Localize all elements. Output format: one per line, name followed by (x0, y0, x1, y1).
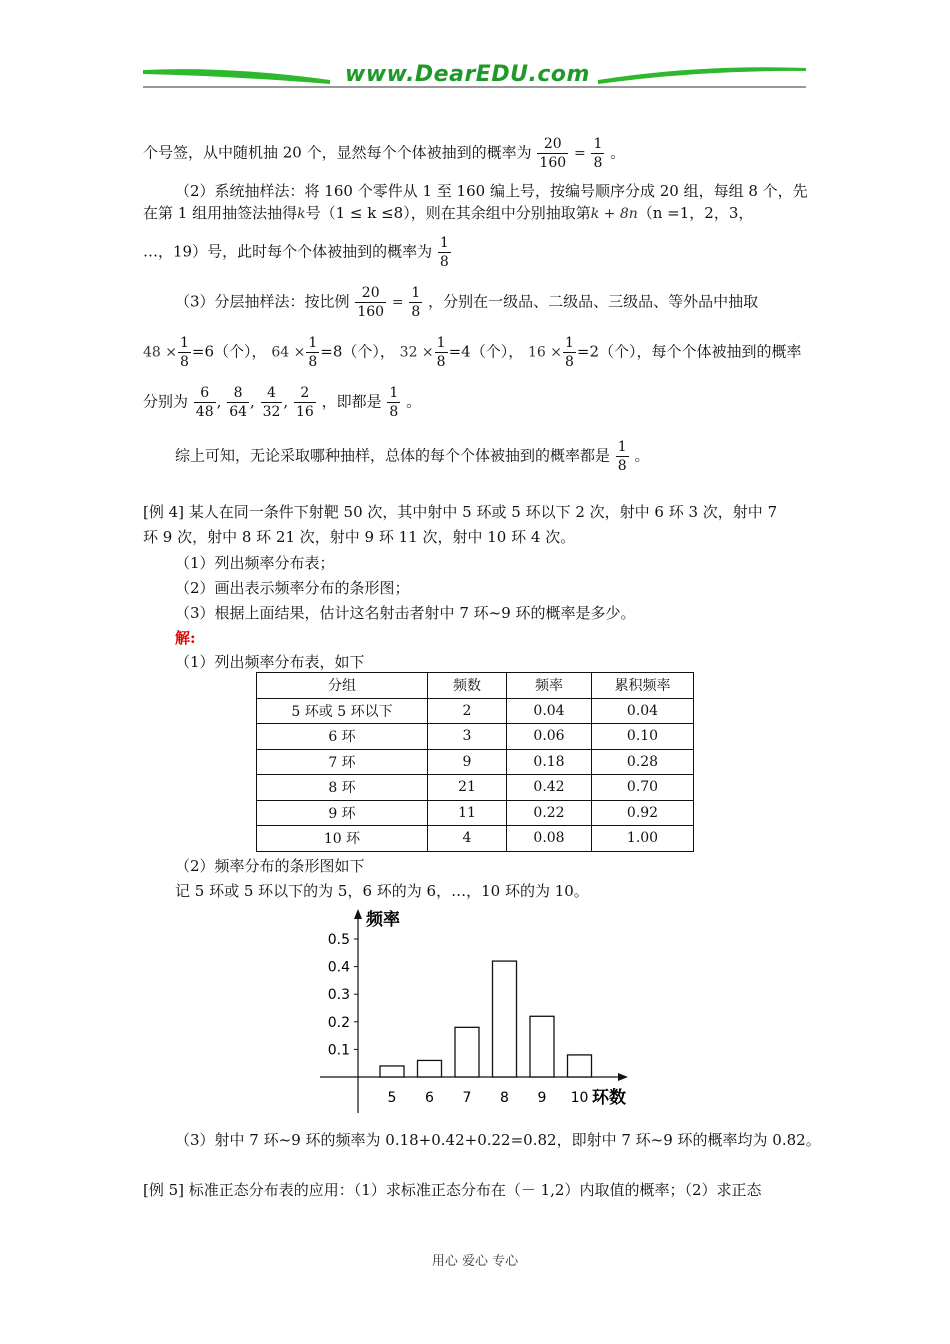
table-row (257, 749, 694, 775)
table-header: 累积频率 (592, 673, 694, 699)
table-cell: 8 环 (257, 775, 428, 801)
bar-9 (530, 1016, 554, 1077)
table-header: 频率 (507, 673, 592, 699)
x-tick-label: 7 (462, 1090, 472, 1106)
bar-8 (493, 961, 517, 1077)
para2-line3: …，19）号，此时每个个体被抽到的概率为 $\frac{1}{8}$ (143, 235, 449, 270)
fraction: $\frac{8}{64}$ (229, 385, 248, 420)
para1-line: 个号签，从中随机抽 20 个，显然每个个体被抽到的概率为 $\frac{20}{160}$ = $\frac{1}{8}$ 。 (143, 136, 626, 171)
solution-step2: （2）频率分布的条形图如下 (175, 857, 365, 875)
site-header (0, 58, 950, 98)
table-cell: 4 (428, 826, 507, 852)
table-cell: 5 环或 5 环以下 (257, 698, 428, 724)
solution-label: 解: (175, 629, 196, 647)
table-cell: 0.28 (592, 749, 694, 775)
y-axis-arrow (354, 909, 362, 919)
fraction: $\frac{4}{32}$ (262, 385, 281, 420)
fraction: $\frac{1}{8}$ (180, 335, 189, 370)
x-axis-arrow (618, 1073, 628, 1081)
fraction: $\frac{2}{16}$ (295, 385, 314, 420)
x-tick-label: 10 (570, 1090, 589, 1106)
table-cell: 0.08 (507, 826, 592, 852)
example5-line1: [例 5] 标准正态分布表的应用：（1）求标准正态分布在（－ 1,2）内取值的概率；（2）求正态 (143, 1181, 762, 1199)
table-header-row (257, 673, 694, 699)
solution-step2-note: 记 5 环或 5 环以下的为 5，6 环的为 6，…，10 环的为 10。 (175, 882, 589, 900)
fraction: $\frac{1}{8}$ (411, 285, 421, 320)
table-cell: 10 环 (257, 826, 428, 852)
solution-step1: （1）列出频率分布表，如下 (175, 653, 365, 671)
fraction: $\frac{1}{8}$ (593, 136, 603, 171)
x-tick-label: 9 (537, 1090, 547, 1106)
fraction: $\frac{1}{8}$ (617, 439, 627, 474)
table-cell: 0.04 (507, 698, 592, 724)
table-cell: 21 (428, 775, 507, 801)
y-tick-label: 0.2 (327, 1014, 350, 1031)
table-cell: 0.92 (592, 800, 694, 826)
fraction: $\frac{1}{8}$ (308, 335, 318, 370)
fraction: $\frac{20}{160}$ (357, 285, 385, 320)
table-cell: 0.70 (592, 775, 694, 801)
solution-step3: （3）射中 7 环~9 环的频率为 0.18+0.42+0.22=0.82，即射中 7 环~9 环的概率均为 0.82。 (175, 1131, 821, 1149)
y-tick-label: 0.1 (327, 1042, 350, 1059)
table-header: 频数 (428, 673, 507, 699)
bar-6 (418, 1060, 442, 1077)
table-header: 分组 (257, 673, 428, 699)
table-cell: 9 (428, 749, 507, 775)
example4-line2: 环 9 次，射中 8 环 21 次，射中 9 环 11 次，射中 10 环 4 次。 (143, 528, 576, 546)
table-cell: 0.04 (592, 698, 694, 724)
table-cell: 0.42 (507, 775, 592, 801)
table-cell: 0.18 (507, 749, 592, 775)
para3-line1: （3）分层抽样法：按比例 $\frac{20}{160}$ = $\frac{1}{8}$ ，分别在一级品、二级品、三级品、等外品中抽取 (175, 285, 759, 320)
y-tick-label: 0.4 (327, 959, 350, 976)
para2-line2: 在第 1 组用抽签法抽得k号（1 ≤ k ≤8），则在其余组中分别抽取第k + 8n（n =1，2，3， (143, 204, 754, 222)
example4-q2: （2）画出表示频率分布的条形图； (175, 579, 410, 597)
para3-line3: 分别为 $\frac{6}{48}$ , $\frac{8}{64}$ , $\frac{4}{32}$ , $\frac{2}{16}$ ，即都是 $\frac{1}{8}$ 。 (143, 385, 422, 420)
table-cell: 1.00 (592, 826, 694, 852)
fraction: $\frac{1}{8}$ (436, 335, 446, 370)
para4-line: 综上可知，无论采取哪种抽样，总体的每个个体被抽到的概率都是 $\frac{1}{8}$ 。 (175, 439, 650, 474)
table-row (257, 826, 694, 852)
y-tick-label: 0.5 (327, 932, 350, 948)
page-footer: 用心 爱心 专心 (431, 1254, 519, 1269)
frequency-table (256, 672, 694, 852)
frequency-bar-chart (300, 905, 640, 1120)
fraction: $\frac{20}{160}$ (539, 136, 567, 171)
para3-line2: 48 × $\frac{1}{8}$ =6（个）， 64 × $\frac{1}{8}$ =8（个）， 32 × $\frac{1}{8}$ =4（个）， 16 × $\frac{1}{8}$ =2（个），每个个体被抽到的概率 (143, 335, 802, 370)
y-tick-label: 0.3 (327, 987, 350, 1004)
table-cell: 6 环 (257, 724, 428, 750)
table-cell: 9 环 (257, 800, 428, 826)
fraction: $\frac{1}{8}$ (439, 235, 449, 270)
table-cell: 0.06 (507, 724, 592, 750)
example4-line1: [例 4] 某人在同一条件下射靶 50 次，其中射中 5 环或 5 环以下 2 次，射中 6 环 3 次，射中 7 (143, 503, 778, 521)
table-cell: 11 (428, 800, 507, 826)
x-axis-label: 环数 (592, 1088, 626, 1108)
x-tick-label: 6 (425, 1090, 434, 1106)
para1-text: 个号签，从中随机抽 20 个，显然每个个体被抽到的概率为 (143, 143, 532, 162)
bar-7 (455, 1027, 479, 1077)
fraction: $\frac{6}{48}$ (195, 385, 214, 420)
site-logo: www.DearEDU.com (345, 62, 590, 87)
fraction: $\frac{1}{8}$ (389, 385, 399, 420)
x-tick-label: 8 (500, 1090, 509, 1106)
bar-5 (380, 1066, 404, 1077)
table-row (257, 698, 694, 724)
table-row (257, 724, 694, 750)
x-tick-label: 5 (387, 1090, 397, 1106)
example4-q3: （3）根据上面结果，估计这名射击者射中 7 环~9 环的概率是多少。 (175, 604, 636, 622)
example4-q1: （1）列出频率分布表； (175, 554, 335, 572)
table-cell: 7 环 (257, 749, 428, 775)
para2-line1: （2）系统抽样法：将 160 个零件从 1 至 160 编上号，按编号顺序分成 20 组，每组 8 个，先 (175, 182, 808, 200)
table-cell: 0.10 (592, 724, 694, 750)
table-cell: 0.22 (507, 800, 592, 826)
fraction: $\frac{1}{8}$ (564, 335, 574, 370)
bar-10 (568, 1055, 592, 1077)
table-row (257, 775, 694, 801)
table-row (257, 800, 694, 826)
table-cell: 2 (428, 698, 507, 724)
y-axis-label: 频率 (366, 910, 400, 930)
table-cell: 3 (428, 724, 507, 750)
